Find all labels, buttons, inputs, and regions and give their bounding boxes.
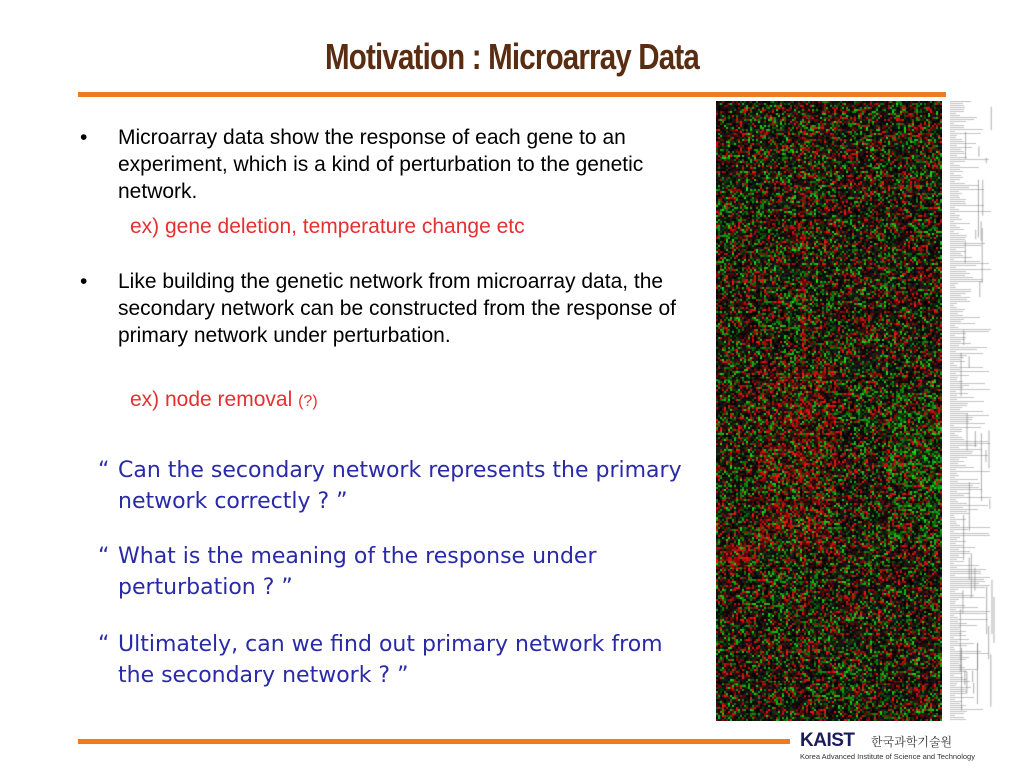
quote-text: Can the secondary network represents the primary network correctly ? ” xyxy=(118,458,682,514)
microarray-heatmap-image xyxy=(716,101,942,721)
bullet-2 xyxy=(80,268,710,349)
quote-open-mark: “ xyxy=(98,544,110,569)
example-2 xyxy=(130,388,318,412)
quote-3 xyxy=(98,629,698,691)
quote-open-mark: “ xyxy=(98,458,110,483)
example-text: ex) node removal xyxy=(130,388,293,411)
slide-title: Motivation : Microarray Data xyxy=(324,36,699,77)
example-1 xyxy=(130,215,525,239)
kaist-logo xyxy=(800,728,1000,766)
logo-subtitle: Korea Advanced Institute of Science and Technology xyxy=(800,752,975,761)
quote-2 xyxy=(98,541,698,603)
logo-korean-name: 한국과학기술원 xyxy=(871,735,953,749)
top-divider xyxy=(78,92,946,97)
cluster-dendrogram-image xyxy=(950,101,998,721)
quote-open-mark: “ xyxy=(98,632,110,657)
bullet-marker: • xyxy=(80,270,88,293)
bullet-1 xyxy=(80,124,710,205)
example-note: (?) xyxy=(298,393,318,410)
quote-text: What is the meaning of the response under perturbation ? ” xyxy=(118,544,597,600)
example-text: ex) gene deletion, temperature change etc xyxy=(130,215,525,238)
quote-1 xyxy=(98,455,698,517)
bullet-marker: • xyxy=(80,126,88,149)
bottom-divider xyxy=(78,739,790,744)
logo-wordmark: KAIST xyxy=(800,730,855,751)
bullet-text: Microarray data show the response of each gene to an experiment, which is a kind of perturbation to the genetic network. xyxy=(118,126,644,203)
bullet-text: Like building the genetic network from microarray data, the secondary network can be constructed from the response of primary network under perturbation. xyxy=(118,270,676,347)
quote-text: Ultimately, can we find out primary network from the secondary network ? ” xyxy=(118,632,663,688)
